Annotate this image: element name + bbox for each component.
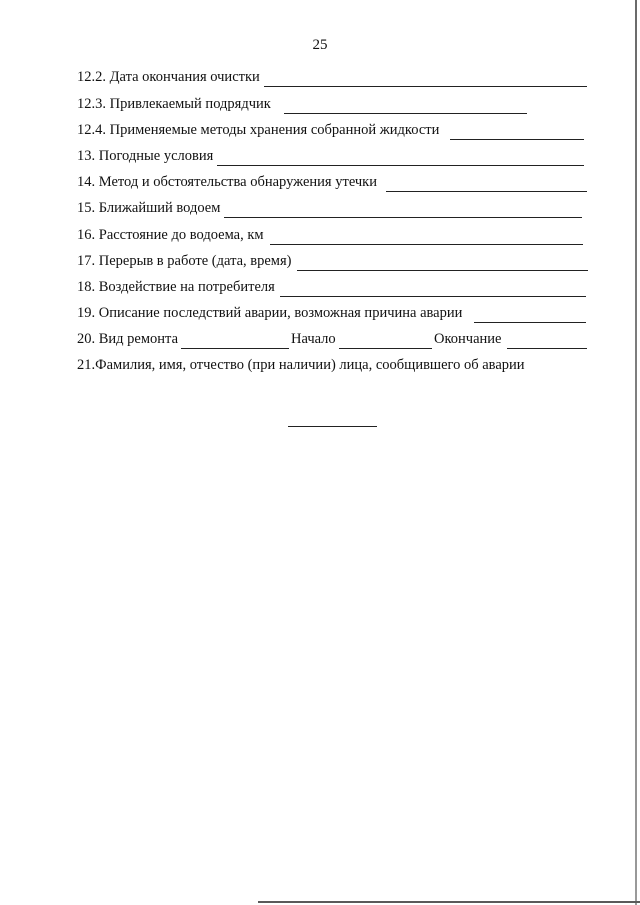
repair-start-blank[interactable] <box>339 348 432 349</box>
form-label: 19. Описание последствий аварии, возможная причина аварии <box>77 305 463 321</box>
form-label: 12.4. Применяемые методы хранения собранной жидкости <box>77 122 440 138</box>
form-label: 15. Ближайший водоем <box>77 200 221 216</box>
form-row-12-3 <box>77 97 527 117</box>
end-of-form-rule <box>288 426 377 427</box>
form-row-16 <box>77 228 583 248</box>
form-row-13 <box>77 149 584 169</box>
form-row-17 <box>77 254 588 274</box>
page-number: 25 <box>312 37 328 53</box>
repair-end-label: Окончание <box>434 331 502 347</box>
answer-blank[interactable] <box>386 191 587 192</box>
answer-blank[interactable] <box>224 217 582 218</box>
answer-blank[interactable] <box>450 139 584 140</box>
answer-blank[interactable] <box>474 322 586 323</box>
form-row-14 <box>77 175 587 195</box>
repair-start-label: Начало <box>291 331 336 347</box>
scan-edge-bottom <box>258 901 640 903</box>
form-label: 12.3. Привлекаемый подрядчик <box>77 96 271 112</box>
form-row-12-4 <box>77 123 584 143</box>
answer-blank[interactable] <box>280 296 586 297</box>
scan-edge-right <box>635 0 637 905</box>
answer-blank[interactable] <box>217 165 584 166</box>
repair-type-label: 20. Вид ремонта <box>77 331 179 347</box>
answer-blank[interactable] <box>264 86 587 87</box>
answer-blank[interactable] <box>284 113 527 114</box>
form-label: 13. Погодные условия <box>77 148 214 164</box>
form-label: 17. Перерыв в работе (дата, время) <box>77 253 292 269</box>
form-row-19 <box>77 306 586 326</box>
form-label: 14. Метод и обстоятельства обнаружения утечки <box>77 174 377 190</box>
repair-end-blank[interactable] <box>507 348 587 349</box>
answer-blank[interactable] <box>297 270 588 271</box>
form-label: 21.Фамилия, имя, отчество (при наличии) лица, сообщившего об аварии <box>77 357 525 373</box>
form-row-21 <box>77 358 547 378</box>
form-label: 18. Воздействие на потребителя <box>77 279 275 295</box>
form-row-18 <box>77 280 586 300</box>
repair-type-blank[interactable] <box>181 348 289 349</box>
form-row-20 <box>77 332 587 352</box>
form-label: 16. Расстояние до водоема, км <box>77 227 264 243</box>
answer-blank[interactable] <box>270 244 583 245</box>
form-row-12-2 <box>77 70 587 90</box>
form-row-15 <box>77 201 582 221</box>
form-label: 12.2. Дата окончания очистки <box>77 69 260 85</box>
